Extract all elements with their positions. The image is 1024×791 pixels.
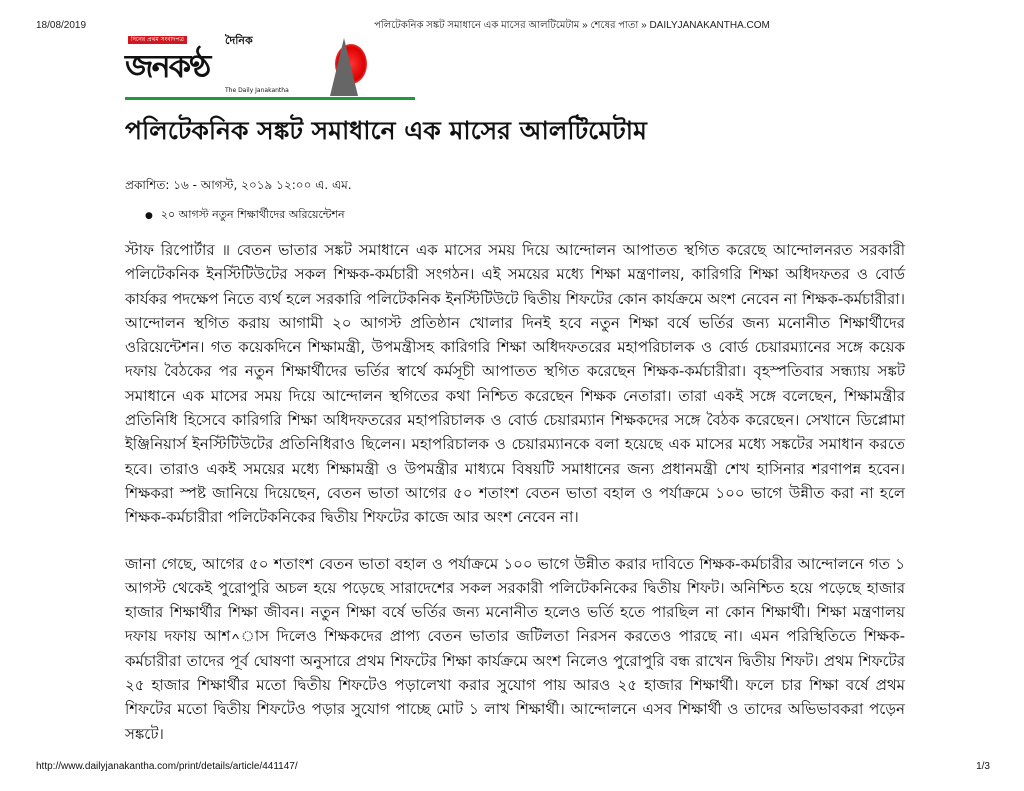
janakantha-logo[interactable] — [125, 34, 415, 100]
article-paragraph: জানা গেছে, আগের ৫০ শতাংশ বেতন ভাতা বহাল ও পর্যাক্রমে ১০০ ভাগে উন্নীত করার দাবিতে শিক্ষক-কর্মচারীর আন্দোলনে গত ১ আগস্ট থেকেই পুরোপুরি অচল হয়ে পড়েছে সারাদেশের সকল সরকারী পলিটেকনিকের দ্বিতীয় শিফট। অনিশ্চিত হয়ে পড়েছে হাজার হাজার শিক্ষার্থীর শিক্ষা জীবন। নতুন শিক্ষা বর্ষে ভর্তির জন্য মনোনীত হলেও ভর্তি হতে পারছিল না কোন শিক্ষার্থী। শিক্ষা মন্ত্রণালয় দফায় দফায় আশ^াস দিলেও শিক্ষকদের প্রাপ্য বেতন ভাতার জটিলতা নিরসন করতেও পারছে না। এমন পরিস্থিতিতে শিক্ষক-কর্মচারীরা তাদের পূর্ব ঘোষণা অনুসারে প্রথম শিফটের শিক্ষা কার্যক্রমে অংশ নিলেও পুরোপুরি বন্ধ রাখেন দ্বিতীয় শিফট। প্রথম শিফটের ২৫ হাজার শিক্ষার্থীর মতো দ্বিতীয় শিফটেও পড়ালেখা করার সুযোগ পায় আরও ২৫ হাজার শিক্ষার্থী। ফলে চার শিক্ষা বর্ষে প্রথম শিফটের মতো দ্বিতীয় শিফটেও পড়ার সুযোগ পাচ্ছে মোট ১ লাখ শিক্ষার্থী। আন্দোলনে এসব শিক্ষার্থী ও তাদের অভিভাবকরা পড়েন সঙ্কটে। — [125, 554, 905, 743]
article-paragraph: স্টাফ রিপোর্টার ॥ বেতন ভাতার সঙ্কট সমাধানে এক মাসের সময় দিয়ে আন্দোলন আপাতত স্থগিত করেছে আন্দোলনরত সরকারী পলিটেকনিক ইনস্টিটিউটের সকল শিক্ষক-কর্মচারী সংগঠন। এই সময়ের মধ্যে শিক্ষা মন্ত্রণালয়, কারিগরি শিক্ষা অধিদফতর ও বোর্ড কার্যকর পদক্ষেপ নিতে ব্যর্থ হলে সরকারি পলিটেকনিক ইনস্টিটিউটে দ্বিতীয় শিফটের কোন কার্যক্রমে অংশ নেবেন না শিক্ষক-কর্মচারীরা। আন্দোলন স্থগিত করায় আগামী ২০ আগস্ট প্রতিষ্ঠান খোলার দিনই হবে নতুন শিক্ষা বর্ষে ভর্তির জন্য মনোনীত শিক্ষার্থীদের ওরিয়েন্টেশন। গত কয়েকদিনে শিক্ষামন্ত্রী, উপমন্ত্রীসহ কারিগরি শিক্ষা অধিদফতরের মহাপরিচালক ও বোর্ড চেয়ারম্যানের সঙ্গে কয়েক দফায় বৈঠকের পর নতুন শিক্ষার্থীদের ভর্তির স্বার্থে কর্মসূচী আপাতত স্থগিত করেছেন শিক্ষক-কর্মচারীরা। বৃহস্পতিবার সন্ধ্যায় সঙ্কট সমাধানে এক মাসের সময় দিয়ে আন্দোলন স্থগিতের কথা নিশ্চিত করেছেন শিক্ষক নেতারা। তারা একই সঙ্গে বলেছেন, শিক্ষামন্ত্রীর প্রতিনিধি হিসেবে কারিগরি শিক্ষা অধিদফতরের মহাপরিচালক ও বোর্ড চেয়ারম্যান শিক্ষকদের সঙ্গে বৈঠক করেছেন। সেখানে ডিপ্লোমা ইঞ্জিনিয়ার্স ইনস্টিটিউটের প্রতিনিধিরাও ছিলেন। মহাপরিচালক ও চেয়ারম্যানকে বলা হয়েছে এক মাসের মধ্যে সঙ্কটের সমাধান করতে হবে। তারাও একই সময়ের মধ্যে শিক্ষামন্ত্রী ও উপমন্ত্রীর মাধ্যমে বিষয়টি সমাধানের জন্য প্রধানমন্ত্রী শেখ হাসিনার শরণাপন্ন হবেন। শিক্ষকরা স্পষ্ট জানিয়ে দিয়েছেন, বেতন ভাতা আগের ৫০ শতাংশ বেতন ভাতা বহাল ও পর্যাক্রমে ১০০ ভাগে উন্নীত করা না হলে শিক্ষক-কর্মচারীরা পলিটেকনিকের দ্বিতীয় শিফটের কাজে আর অংশ নেবেন না। — [125, 241, 905, 527]
page-number: 1/3 — [976, 761, 990, 772]
logo-tag: দিনের প্রথম সংবাদপত্র — [128, 36, 187, 44]
print-page-title: পলিটেকনিক সঙ্কট সমাধানে এক মাসের আলটিমেটাম » শেষের পাতা » DAILYJANAKANTHA.COM — [374, 20, 770, 31]
article-title: পলিটেকনিক সঙ্কট সমাধানে এক মাসের আলটিমেটাম — [125, 116, 647, 145]
logo-tagline: The Daily Janakantha — [225, 87, 289, 94]
published-date: প্রকাশিত: ১৬ - আগস্ট, ২০১৯ ১২:০০ এ. এম. — [125, 178, 352, 192]
logo-name: জনকণ্ঠ — [125, 47, 210, 85]
article-body — [125, 238, 905, 746]
print-date: 18/08/2019 — [36, 20, 87, 31]
print-url[interactable]: http://www.dailyjanakantha.com/print/details/article/441147/ — [36, 761, 298, 772]
logo-monument-icon — [330, 38, 358, 96]
logo-underline — [125, 97, 415, 100]
subheading-bullet: ● ২০ আগস্ট নতুন শিক্ষার্থীদের অরিয়েন্টেশন — [145, 208, 345, 223]
logo-sub: দৈনিক — [225, 34, 253, 47]
